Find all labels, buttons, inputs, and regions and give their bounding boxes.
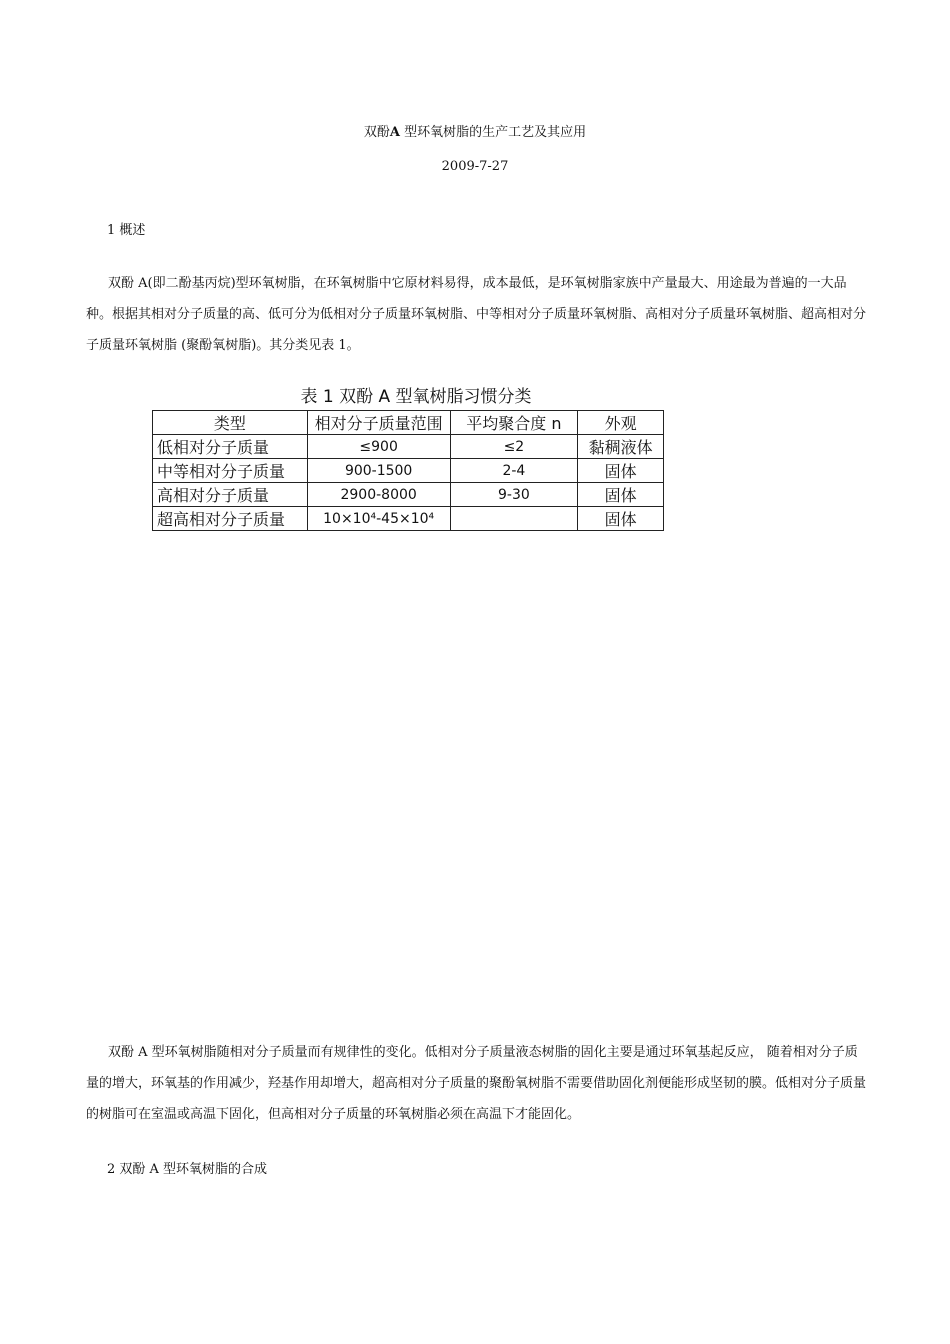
header-type: 类型 [153,411,308,435]
title-prefix: 双酚 [363,125,390,140]
cell-mass-range: 10×10⁴-45×10⁴ [307,507,450,531]
cell-type: 高相对分子质量 [153,483,308,507]
table-1-caption: 表 1 双酚 A 型氧树脂习惯分类 [300,387,532,407]
cell-degree: 9-30 [450,483,578,507]
table-row [153,459,664,483]
title-bold-letter: A [389,125,400,140]
cell-appearance: 固体 [578,483,664,507]
title-suffix: 型环氧树脂的生产工艺及其应用 [399,125,587,140]
document-title [0,124,950,142]
classification-table [152,410,664,531]
header-degree: 平均聚合度 n [450,411,578,435]
cell-mass-range: ≤900 [307,435,450,459]
cell-appearance: 固体 [578,459,664,483]
cell-mass-range: 2900-8000 [307,483,450,507]
table-row [153,435,664,459]
cell-type: 低相对分子质量 [153,435,308,459]
cell-type: 中等相对分子质量 [153,459,308,483]
cell-degree: 2-4 [450,459,578,483]
section-2-heading: 2 双酚 A 型环氧树脂的合成 [107,1162,268,1177]
cell-degree: ≤2 [450,435,578,459]
header-mass-range: 相对分子质量范围 [307,411,450,435]
section-1-heading: 1 概述 [107,223,146,238]
cell-appearance: 黏稠液体 [578,435,664,459]
table-header-row [153,411,664,435]
cell-degree [450,507,578,531]
table-row [153,483,664,507]
paragraph-1: 双酚 A(即二酚基丙烷)型环氧树脂，在环氧树脂中它原材料易得，成本最低，是环氧树脂家族中产量最大、用途最为普遍的一大品种。根据其相对分子质量的高、低可分为低相对分子质量环氧树脂、中等相对分子质量环氧树脂、高相对分子质量环氧树脂、超高相对分子质量环氧树脂 (聚酚氧树脂)。其分类见表 1。 [86,276,867,353]
cell-type: 超高相对分子质量 [153,507,308,531]
document-date: 2009-7-27 [441,159,509,174]
table-row [153,507,664,531]
paragraph-2: 双酚 A 型环氧树脂随相对分子质量而有规律性的变化。低相对分子质量液态树脂的固化主要是通过环氧基起反应， 随着相对分子质量的增大，环氧基的作用减少，羟基作用却增大，超高相对分子质量的聚酚氧树脂不需要借助固化剂便能形成坚韧的膜。低相对分子质量的树脂可在室温或高温下固化，但高相对分子质量的环氧树脂必须在高温下才能固化。 [86,1045,867,1122]
table-1 [152,386,664,531]
cell-mass-range: 900-1500 [307,459,450,483]
header-appearance: 外观 [578,411,664,435]
cell-appearance: 固体 [578,507,664,531]
